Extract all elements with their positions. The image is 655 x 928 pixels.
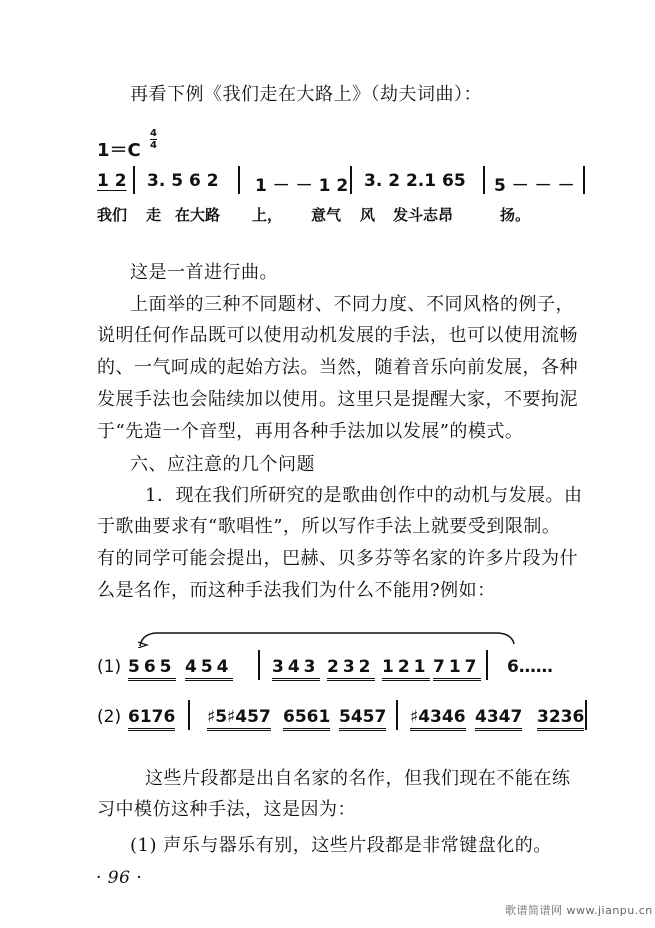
note-group: ♯5♯457 xyxy=(207,707,271,731)
watermark: 歌谱简谱网 www.jianpu.cn xyxy=(505,904,653,917)
paragraph-line: 这些片段都是出自名家的名作，但我们现在不能在练 xyxy=(145,768,571,789)
note-group: 121 xyxy=(382,657,430,681)
key-signature: 1＝C xyxy=(97,140,141,161)
page-number: · 96 · xyxy=(96,868,143,888)
paragraph-line: 习中模仿这种手法，这是因为： xyxy=(97,799,356,820)
example-1-label: (1) xyxy=(97,657,122,677)
note-group: ♯4346 xyxy=(410,707,466,731)
barline xyxy=(350,166,352,194)
paragraph-line: 发展手法也会陆续加以使用。这里只是提醒大家，不要拘泥 xyxy=(97,389,578,410)
measure-5: 5 － － － xyxy=(494,176,575,196)
lyric: 扬。 xyxy=(500,206,531,224)
note-group: 565 xyxy=(128,657,176,681)
section-heading: 六、应注意的几个问题 xyxy=(130,454,315,475)
barline xyxy=(585,700,587,730)
paragraph-line: 么是名作，而这种手法我们为什么不能用?例如： xyxy=(97,580,496,601)
note-group: 717 xyxy=(433,657,481,681)
lyric: 走 xyxy=(146,206,162,224)
paragraph-line: 说明任何作品既可以使用动机发展的手法，也可以使用流畅 xyxy=(97,325,578,346)
time-signature xyxy=(150,128,157,151)
barline xyxy=(396,700,398,730)
note-group: 232 xyxy=(327,657,375,681)
note-group: 343 xyxy=(272,657,320,681)
slur-mark xyxy=(138,628,518,648)
barline xyxy=(133,166,135,194)
paragraph-line: 于“先造一个音型，再用各种手法加以发展”的模式。 xyxy=(97,421,524,442)
time-top: 4 xyxy=(150,128,157,139)
paragraph-line: (1) 声乐与器乐有别，这些片段都是非常键盘化的。 xyxy=(130,835,552,856)
lyric: 上， xyxy=(252,206,283,224)
paragraph-line: 这是一首进行曲。 xyxy=(130,262,278,283)
note-group: 6176 xyxy=(128,707,175,731)
note-group: 454 xyxy=(185,657,233,681)
lyric: 意气 xyxy=(311,206,342,224)
measure-3: 1 － － 1 2 xyxy=(255,176,349,196)
barline xyxy=(486,650,488,680)
lyric: 风 xyxy=(360,206,376,224)
note-group: 5457 xyxy=(339,707,386,731)
intro-line: 再看下例《我们走在大路上》（劫夫词曲）： xyxy=(130,84,482,105)
note-end: 6…… xyxy=(507,657,553,677)
lyric: 发斗志昂 xyxy=(393,206,454,224)
barline xyxy=(483,166,485,194)
note-group: 6561 xyxy=(283,707,330,731)
example-2-label: (2) xyxy=(97,707,122,727)
measure-4: 3. 2 2.1 65 xyxy=(364,171,466,191)
time-bottom: 4 xyxy=(150,140,157,151)
note-group: 3236 xyxy=(537,707,584,731)
barline xyxy=(583,166,585,194)
paragraph-line: 上面举的三种不同题材、不同力度、不同风格的例子， xyxy=(130,294,574,315)
lyric: 我们 xyxy=(97,206,128,224)
barline xyxy=(188,700,190,730)
measure-1: 1 2 xyxy=(97,171,127,191)
paragraph-line: 1．现在我们所研究的是歌曲创作中的动机与发展。由 xyxy=(145,485,583,506)
note-group: 4347 xyxy=(475,707,522,731)
paragraph-line: 于歌曲要求有“歌唱性”，所以写作手法上就要受到限制。 xyxy=(97,516,561,537)
lyric: 在大路 xyxy=(175,206,221,224)
measure-2: 3. 5 6 2 xyxy=(147,171,219,191)
paragraph-line: 的、一气呵成的起始方法。当然，随着音乐向前发展，各种 xyxy=(97,357,578,378)
barline xyxy=(238,166,240,194)
paragraph-line: 有的同学可能会提出，巴赫、贝多芬等名家的许多片段为什 xyxy=(97,548,578,569)
barline xyxy=(258,650,260,680)
